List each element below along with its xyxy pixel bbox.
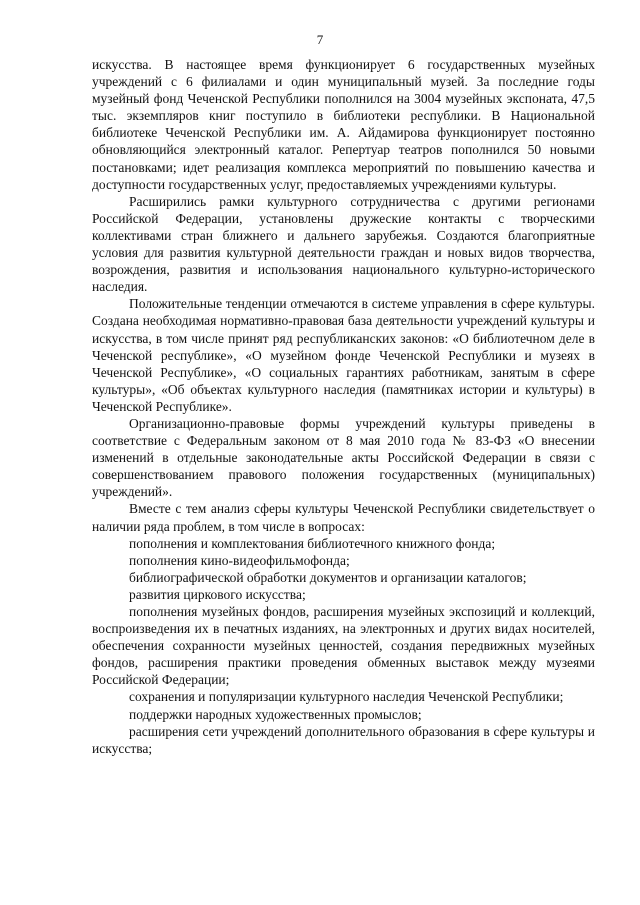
list-item: сохранения и популяризации культурного наследия Чеченской Республики; — [129, 689, 564, 705]
list-item: расширения сети учреждений дополнительного образования в сфере культуры и искусства; — [92, 723, 595, 756]
page-number: 7 — [316, 32, 324, 47]
paragraph-management: Положительные тенденции отмечаются в системе управления в сфере культуры. Создана необходимая нормативно-правовая база деятельности учреждений культуры и искусства, в том числе принят ряд республиканских законов: «О библиотечном деле в Чеченской республике», «О музейном фонде Чеченской Республики и музеях в Чеченской Республике», «О социальных гарантиях работникам, занятым в сфере культуры», «Об объектах культурного наследия (памятниках истории и культуры) в Чеченской Республике». — [92, 296, 595, 414]
list-item: пополнения и комплектования библиотечного книжного фонда; — [129, 535, 496, 551]
list-item: развития циркового искусства; — [129, 586, 306, 602]
list-item: пополнения музейных фондов, расширения музейных экспозиций и коллекций, воспроизведения их в печатных изданиях, на электронных и других видах носителей, обеспечения сохранности музейных ценностей, создания передвижных музейных фондов, расширения практики проведения обменных выставок между музеями Российской Федерации; — [92, 604, 595, 688]
list-item: поддержки народных художественных промыслов; — [129, 706, 422, 722]
paragraph-cooperation: Расширились рамки культурного сотрудничества с другими регионами Российской Федерации, установлены дружеские контакты с творческими коллективами стран ближнего и дальнего зарубежья. Создаются благоприятные условия для развития культурной деятельности граждан и новых видов творчества, возрождения, развития и использования национального культурно-исторического наследия. — [92, 193, 595, 295]
list-item: пополнения кино-видеофильмофонда; — [129, 552, 350, 568]
paragraph-problems-intro: Вместе с тем анализ сферы культуры Чеченской Республики свидетельствует о наличии ряда проблем, в том числе в вопросах: — [92, 501, 595, 534]
paragraph-museum-continuation: искусства. В настоящее время функционирует 6 государственных музейных учреждений с 6 филиалами и один муниципальный музей. За последние годы музейный фонд Чеченской Республики пополнился на 3004 музейных экспоната, 47,5 тыс. экземпляров книг поступило в библиотеки республики. В Национальной библиотеке Чеченской Республики им. А. Айдамирова функционирует постоянно обновляющийся электронный каталог. Репертуар театров пополнился 50 новыми постановками; идет реализация комплекса мероприятий по повышению качества и доступности государственных услуг, предоставляемых учреждениями культуры. — [92, 57, 595, 192]
document-body — [92, 56, 595, 757]
paragraph-legal-forms: Организационно-правовые формы учреждений культуры приведены в соответствие с Федеральным законом от 8 мая 2010 года № 83-ФЗ «О внесении изменений в отдельные законодательные акты Российской Федерации в связи с совершенствованием правового положения государственных (муниципальных) учреждений». — [92, 415, 595, 500]
list-item: библиографической обработки документов и организации каталогов; — [129, 569, 527, 585]
